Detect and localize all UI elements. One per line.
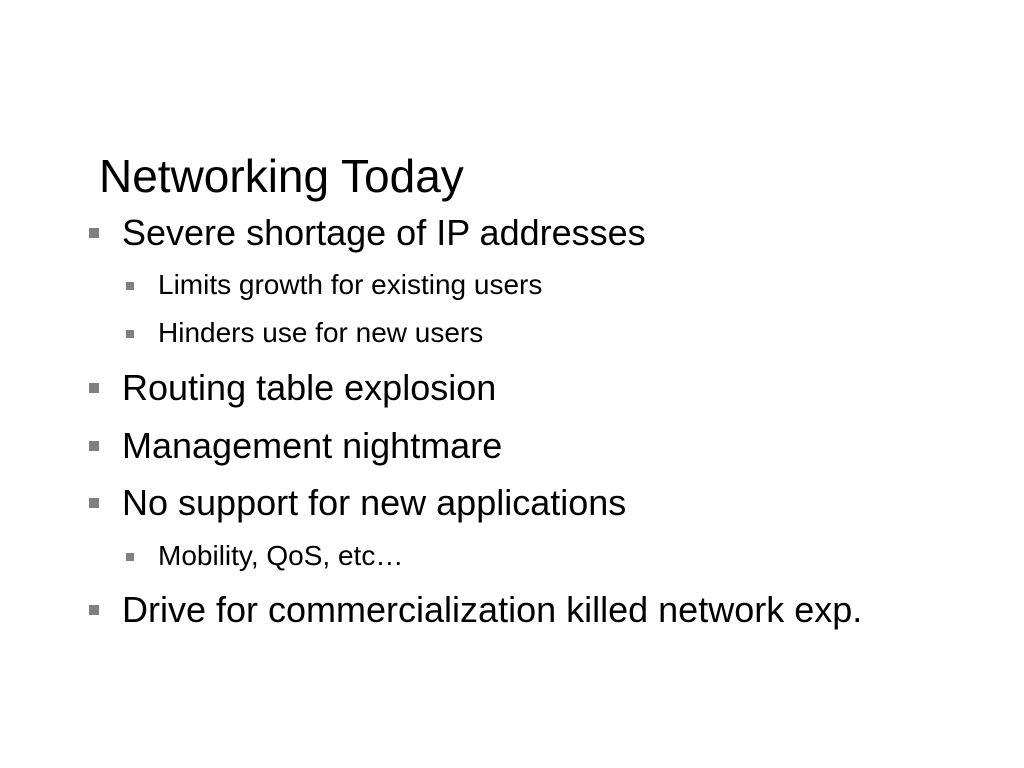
slide-title: Networking Today	[99, 150, 464, 202]
sub-bullet-text: Hinders use for new users	[158, 317, 484, 348]
bullet-text: Severe shortage of IP addresses	[122, 212, 646, 253]
square-bullet-icon	[126, 553, 134, 561]
square-bullet-icon	[89, 441, 99, 451]
sub-bullet-text: Mobility, QoS, etc…	[158, 540, 404, 571]
sub-bullet-text: Limits growth for existing users	[158, 269, 543, 300]
square-bullet-icon	[89, 383, 99, 393]
bullet-text: Routing table explosion	[122, 367, 497, 408]
bullet-text: No support for new applications	[122, 482, 627, 523]
square-bullet-icon	[89, 228, 99, 238]
bullet-text: Management nightmare	[122, 425, 503, 466]
square-bullet-icon	[89, 498, 99, 508]
square-bullet-icon	[89, 605, 99, 615]
square-bullet-icon	[126, 330, 134, 338]
square-bullet-icon	[126, 282, 134, 290]
bullet-text: Drive for commercialization killed network exp.	[122, 589, 863, 630]
